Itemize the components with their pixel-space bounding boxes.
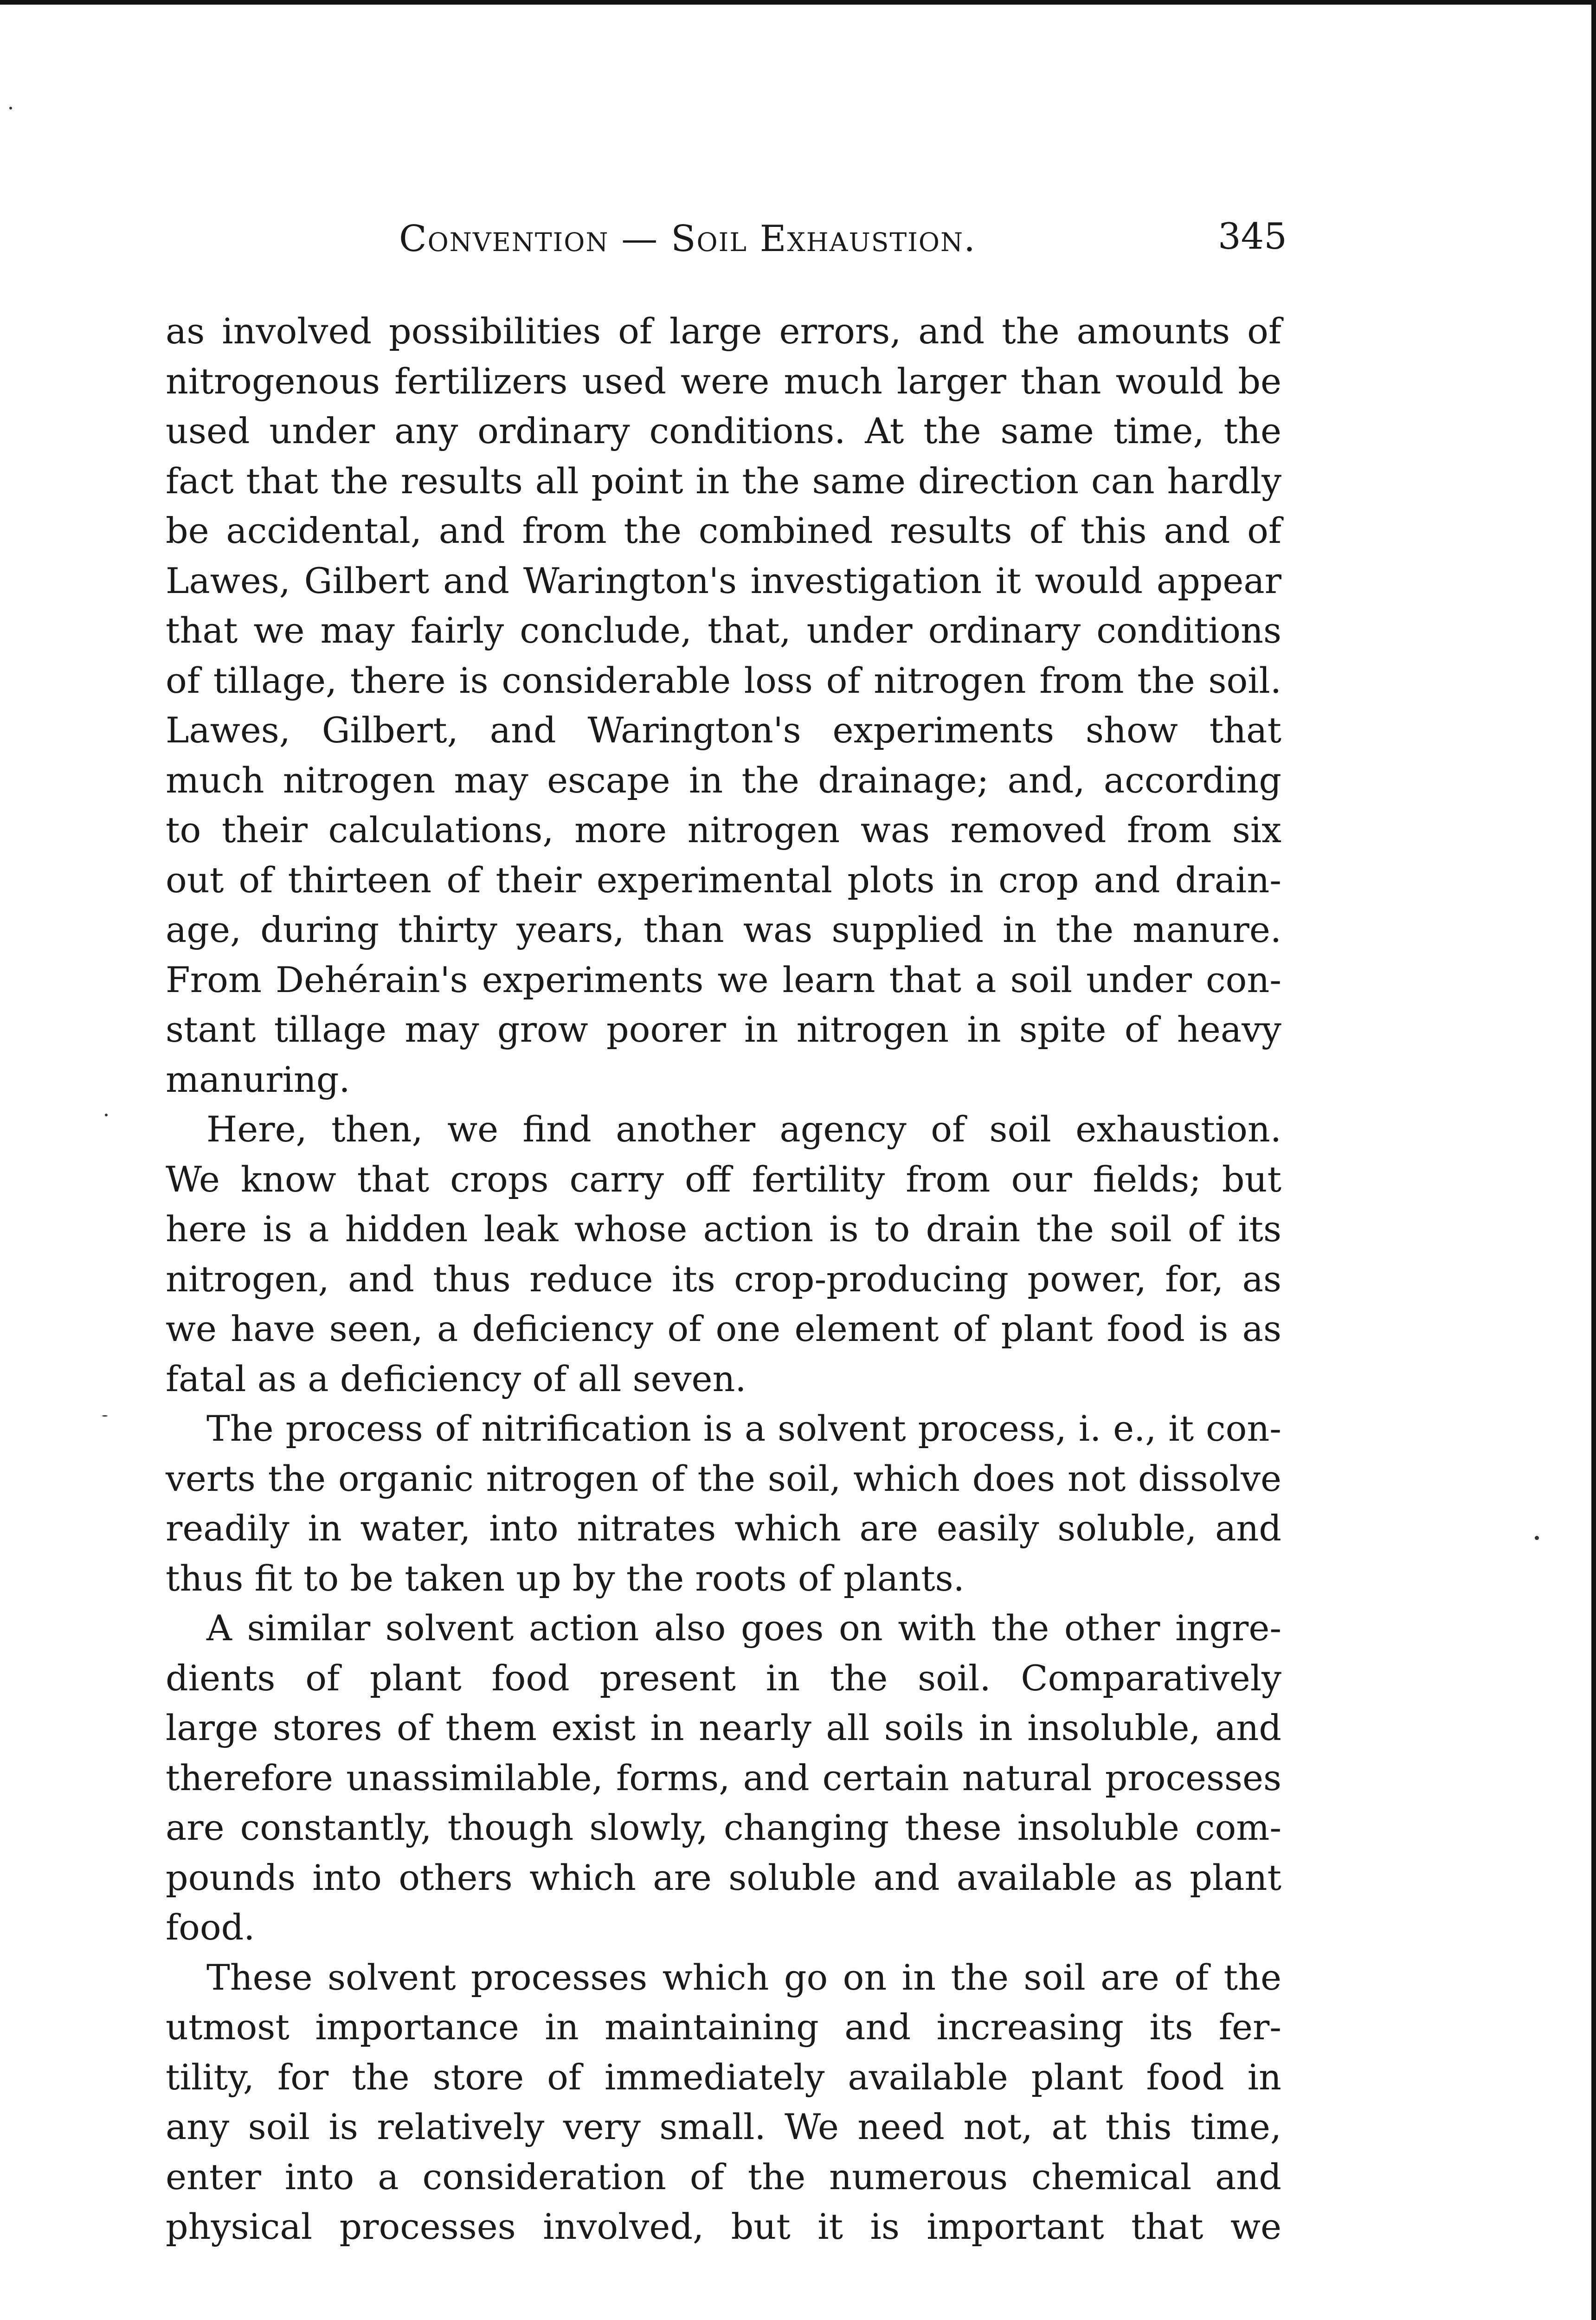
text-line: readily in water, into nitrates which are easily soluble, and xyxy=(166,1508,1281,1549)
text-line: of tillage, there is considerable loss of nitrogen from the soil. xyxy=(166,659,1281,701)
body-text xyxy=(166,306,1281,2252)
text-line: utmost importance in maintaining and increasing its fer- xyxy=(166,2006,1281,2048)
text-line: verts the organic nitrogen of the soil, which does not dissolve xyxy=(166,1457,1281,1499)
text-line: dients of plant food present in the soil. Comparatively xyxy=(166,1657,1281,1699)
scan-border-top xyxy=(0,0,1596,5)
text-line: From Dehérain's experiments we learn that a soil under con- xyxy=(166,959,1281,1000)
text-line: to their calculations, more nitrogen was removed from six xyxy=(166,809,1281,851)
text-line: Here, then, we find another agency of soil exhaustion. xyxy=(206,1108,1281,1150)
text-line: as involved possibilities of large errors, and the amounts of xyxy=(166,310,1281,352)
text-line: that we may fairly conclude, that, under ordinary conditions xyxy=(166,610,1281,651)
text-line: we have seen, a deficiency of one element of plant food is as xyxy=(166,1308,1281,1349)
text-line: much nitrogen may escape in the drainage; and, according xyxy=(166,759,1281,801)
text-line: fatal as a deficiency of all seven. xyxy=(166,1358,747,1399)
text-line: large stores of them exist in nearly all soils in insoluble, and xyxy=(166,1707,1281,1748)
text-line: pounds into others which are soluble and available as plant xyxy=(166,1856,1281,1898)
text-line: food. xyxy=(166,1907,255,1948)
text-line: A similar solvent action also goes on with the other ingre- xyxy=(206,1607,1281,1649)
text-line: We know that crops carry off fertility from our fields; but xyxy=(166,1158,1281,1200)
text-line: physical processes involved, but it is important that we xyxy=(166,2206,1281,2247)
text-line: Lawes, Gilbert and Warington's investigation it would appear xyxy=(166,560,1281,601)
text-line: out of thirteen of their experimental plots in crop and drain- xyxy=(166,859,1281,901)
page-number: 345 xyxy=(1218,216,1287,258)
text-line: fact that the results all point in the same direction can hardly xyxy=(166,460,1281,502)
text-line: These solvent processes which go on in the soil are of the xyxy=(206,1956,1281,1998)
text-line: manuring. xyxy=(166,1058,350,1100)
text-line: therefore unassimilable, forms, and certain natural processes xyxy=(166,1757,1281,1798)
text-line: here is a hidden leak whose action is to drain the soil of its xyxy=(166,1208,1281,1250)
text-line: nitrogen, and thus reduce its crop-producing power, for, as xyxy=(166,1258,1281,1300)
text-line: Lawes, Gilbert, and Warington's experiments show that xyxy=(166,709,1281,751)
scan-border-right xyxy=(1591,0,1596,2320)
text-line: are constantly, though slowly, changing these insoluble com- xyxy=(166,1807,1281,1848)
text-line: any soil is relatively very small. We need not, at this time, xyxy=(166,2106,1281,2147)
text-line: enter into a consideration of the numerous chemical and xyxy=(166,2156,1281,2198)
text-line: stant tillage may grow poorer in nitrogen in spite of heavy xyxy=(166,1009,1281,1050)
text-line: nitrogenous fertilizers used were much larger than would be xyxy=(166,360,1281,402)
text-line: age, during thirty years, than was supplied in the manure. xyxy=(166,909,1281,950)
text-line: thus fit to be taken up by the roots of plants. xyxy=(166,1557,965,1599)
running-title: Convention — Soil Exhaustion. xyxy=(399,218,976,260)
text-line: tility, for the store of immediately available plant food in xyxy=(166,2056,1281,2098)
text-line: be accidental, and from the combined results of this and of xyxy=(166,510,1281,551)
text-line: used under any ordinary conditions. At the same time, the xyxy=(166,410,1281,451)
text-line: The process of nitrification is a solvent process, i. e., it con- xyxy=(206,1408,1281,1449)
